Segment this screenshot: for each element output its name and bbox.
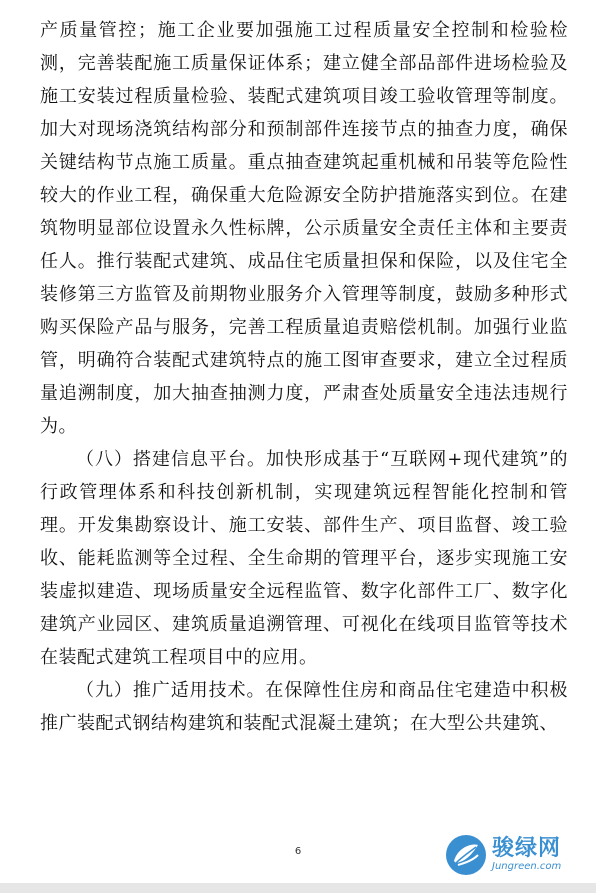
page-number: 6 <box>294 846 302 857</box>
footer-bar <box>0 883 596 893</box>
document-body <box>40 14 568 740</box>
paragraph-continuation: 产质量管控；施工企业要加强施工过程质量安全控制和检验检测，完善装配施工质量保证体系；建立健全部品部件进场检验及施工安装过程质量检验、装配式建筑项目竣工验收管理等制度。加大对现场浇筑结构部分和预制部件连接节点的抽查力度，确保关键结构节点施工质量。重点抽查建筑起重机械和吊装等危险性较大的作业工程，确保重大危险源安全防护措施落实到位。在建筑物明显部位设置永久性标牌，公示质量安全责任主体和主要责任人。推行装配式建筑、成品住宅质量担保和保险，以及住宅全装修第三方监管及前期物业服务介入管理等制度，鼓励多种形式购买保险产品与服务，完善工程质量追责赔偿机制。加强行业监管，明确符合装配式建筑特点的施工图审查要求，建立全过程质量追溯制度，加大抽查抽测力度，严肃查处质量安全违法违规行为。 <box>40 20 568 437</box>
watermark-url: Jungreen.com <box>492 861 562 872</box>
paragraph-section-8: （八）搭建信息平台。加快形成基于“互联网+现代建筑”的行政管理体系和科技创新机制，实现建筑远程智能化控制和管理。开发集勘察设计、施工安装、部件生产、项目监督、竣工验收、能耗监测等全过程、全生命期的管理平台，逐步实现施工安装虚拟建造、现场质量安全远程监管、数字化部件工厂、数字化建筑产业园区、建筑质量追溯管理、可视化在线项目监管等技术在装配式建筑工程项目中的应用。 <box>40 449 568 668</box>
watermark-logo <box>444 829 594 883</box>
leaf-logo-icon <box>444 833 488 877</box>
watermark-name: 骏绿网 <box>492 836 562 861</box>
paragraph-section-9: （九）推广适用技术。在保障性住房和商品住宅建造中积极推广装配式钢结构建筑和装配式混凝土建筑；在大型公共建筑、 <box>40 680 568 734</box>
